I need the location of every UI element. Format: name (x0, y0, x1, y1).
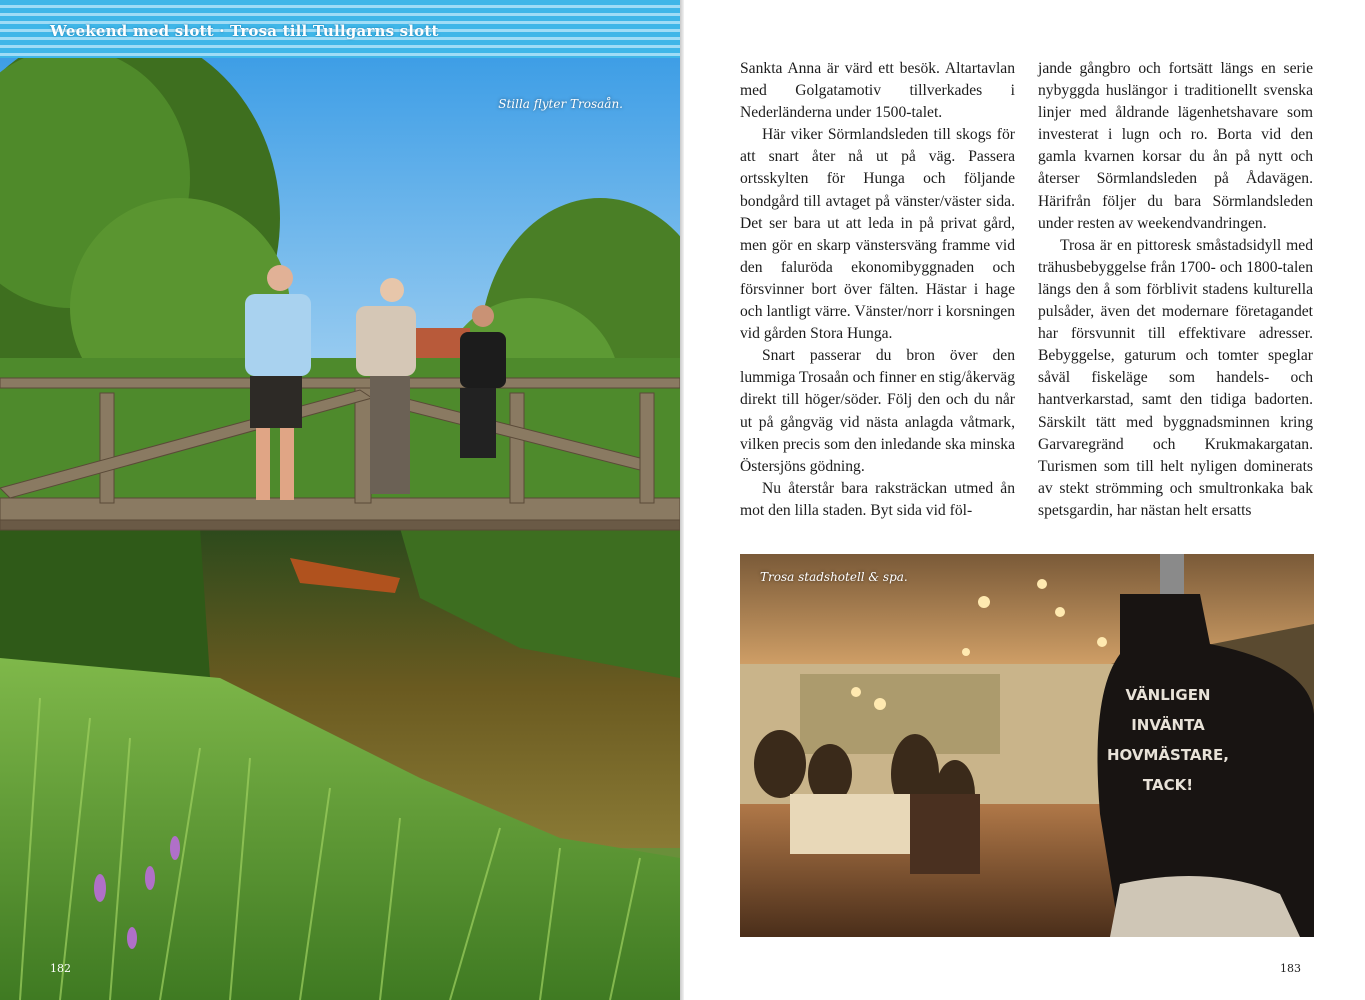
trosa-river-bridge-photo (0, 58, 680, 1000)
mannequin-text-line: TACK! (1142, 776, 1194, 794)
text-column-1 (740, 58, 1015, 522)
paragraph: Sankta Anna är värd ett besök. Altartavlan med Golgatamotiv tillverkades i Nederländerna under 1500-talet. (740, 60, 1015, 122)
mannequin-text-line: INVÄNTA (1131, 716, 1205, 734)
photo-caption: Trosa stadshotell & spa. (760, 570, 908, 584)
running-header-title: Weekend med slott · Trosa till Tullgarns slott (50, 22, 439, 40)
page-number: 182 (50, 962, 71, 975)
paragraph: Trosa är en pittoresk småstadsidyll med trähusbebyggelse från 1700- och 1800-talen längs den å som förblivit stadens kulturella pulsåder, även det modernare företagandet har försvunnit till effektivare adresser. Bebyggelse, gaturum och tomter speglar såväl fiskeläge som handels- och hantverkarstad, samt den tidiga badorten. Särskilt tätt med byggnadsminnen kring Garvaregränd och Krukmakargatan. Turismen som till helt nyligen dominerats av stekt strömming och smultronkaka bak spetsgardin, har nästan helt ersatts (1038, 236, 1313, 519)
left-page (0, 0, 680, 1000)
mannequin-text-line: VÄNLIGEN (1125, 686, 1211, 704)
paragraph: Nu återstår bara raksträckan utmed ån mot den lilla staden. Byt sida vid föl- (740, 479, 1015, 519)
page-number: 183 (1280, 962, 1301, 975)
paragraph: Snart passerar du bron över den lummiga Trosaån och finner en stig/åkerväg direkt till höger/söder. Följ den och du når ut på gångväg vid nästa anlagda våtmark, vilken precis som den inledande ska minska Östersjöns gödning. (740, 347, 1015, 475)
paragraph: jande gångbro och fortsätt längs en serie nybyggda huslängor i traditionellt svenska linjer med åldrande lägenhetshavare som investerat i lugn och ro. Borta vid den gamla kvarnen korsar du ån på nytt och återser Sörmlandsleden på Ådavägen. Härifrån följer du bara Sörmlandsleden under resten av weekendvandringen. (1038, 60, 1313, 232)
paragraph: Här viker Sörmlandsleden till skogs för att snart åter nå ut på väg. Passera ortsskylten för Hunga och följande bondgård till avtaget på vänster/väster sida. Det ser bara ut att leda in på privat gård, men gör en skarp vänstersväng framme vid den faluröda ekonomibyggnaden och försvinner bort över fälten. Hästar i hage och lantligt värre. Vänster/norr i korsningen vid gården Stora Hunga. (740, 126, 1015, 343)
restaurant-interior-image (740, 554, 1314, 937)
mannequin-text-line: HOVMÄSTARE, (1106, 746, 1230, 764)
hotel-restaurant-photo (740, 554, 1314, 937)
right-page (684, 0, 1365, 1000)
text-column-2 (1038, 58, 1313, 522)
photo-caption: Stilla flyter Trosaån. (498, 97, 623, 111)
